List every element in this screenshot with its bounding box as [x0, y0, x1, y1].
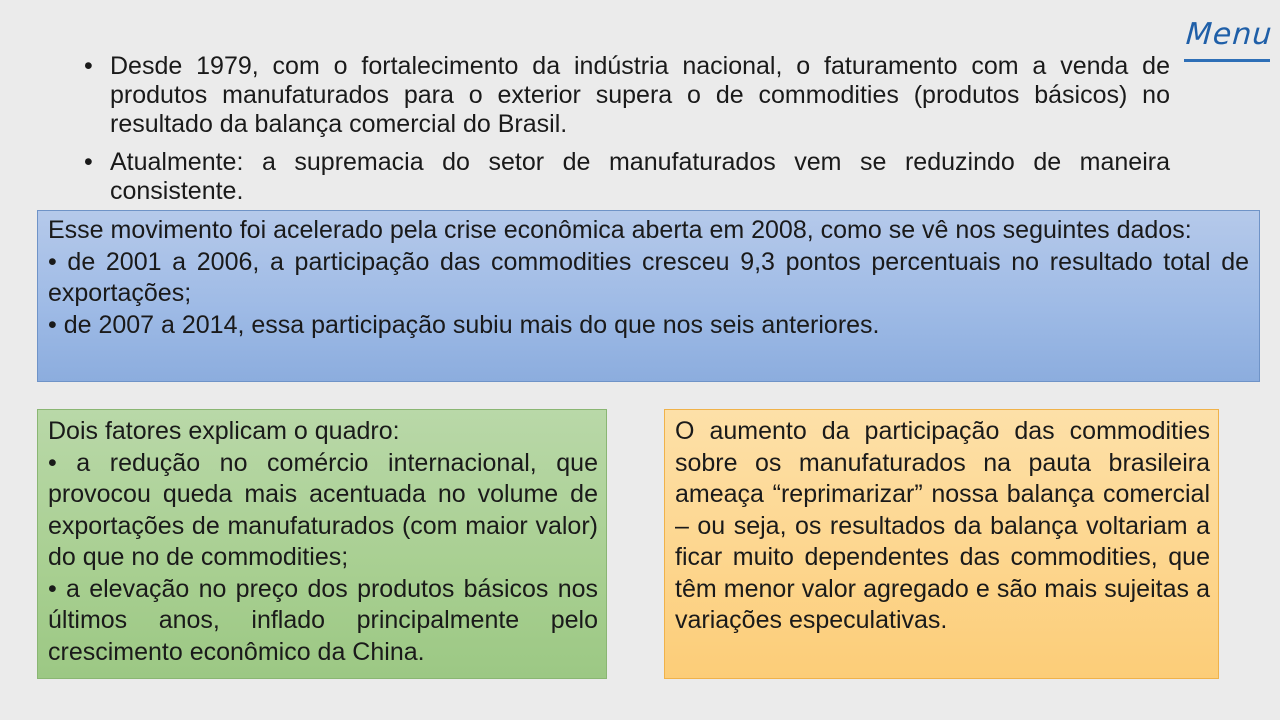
bullet-text: Atualmente: a supremacia do setor de manufaturados vem se reduzindo de maneira consistente.: [110, 148, 1170, 205]
crisis-data-box: [37, 210, 1260, 382]
bullet-item: [84, 52, 1170, 139]
factors-item: • a elevação no preço dos produtos básicos nos últimos anos, inflado principalmente pelo crescimento econômico da China.: [48, 574, 598, 666]
factors-box: [37, 409, 607, 679]
factors-item: • a redução no comércio internacional, que provocou queda mais acentuada no volume de exportações de manufaturados (com maior valor) do que no de commodities;: [48, 448, 598, 571]
intro-bullet-list: [84, 52, 1170, 215]
reprimarization-box: [664, 409, 1219, 679]
crisis-item: • de 2007 a 2014, essa participação subiu mais do que nos seis anteriores.: [48, 310, 880, 339]
crisis-intro: Esse movimento foi acelerado pela crise econômica aberta em 2008, como se vê nos seguintes dados:: [48, 216, 1192, 244]
reprimarization-text: O aumento da participação das commodities sobre os manufaturados na pauta brasileira ameaça “reprimarizar” nossa balança comercial – ou seja, os resultados da balança voltariam a ficar muito dependentes das commodities, que têm menor valor agregado e são mais sujeitas a variações especulativas.: [675, 417, 1210, 634]
menu-underline: [1184, 59, 1270, 62]
menu-label[interactable]: Menu: [1184, 17, 1274, 52]
bullet-dot: •: [84, 148, 93, 176]
factors-intro: Dois fatores explicam o quadro:: [48, 417, 400, 445]
bullet-item: [84, 148, 1170, 206]
menu-link[interactable]: [1184, 12, 1274, 64]
bullet-text: Desde 1979, com o fortalecimento da indústria nacional, o faturamento com a venda de produtos manufaturados para o exterior supera o de commodities (produtos básicos) no resultado da balança comercial do Brasil.: [110, 52, 1170, 138]
bullet-dot: •: [84, 52, 93, 80]
crisis-item: • de 2001 a 2006, a participação das commodities cresceu 9,3 pontos percentuais no resultado total de exportações;: [48, 247, 1249, 307]
